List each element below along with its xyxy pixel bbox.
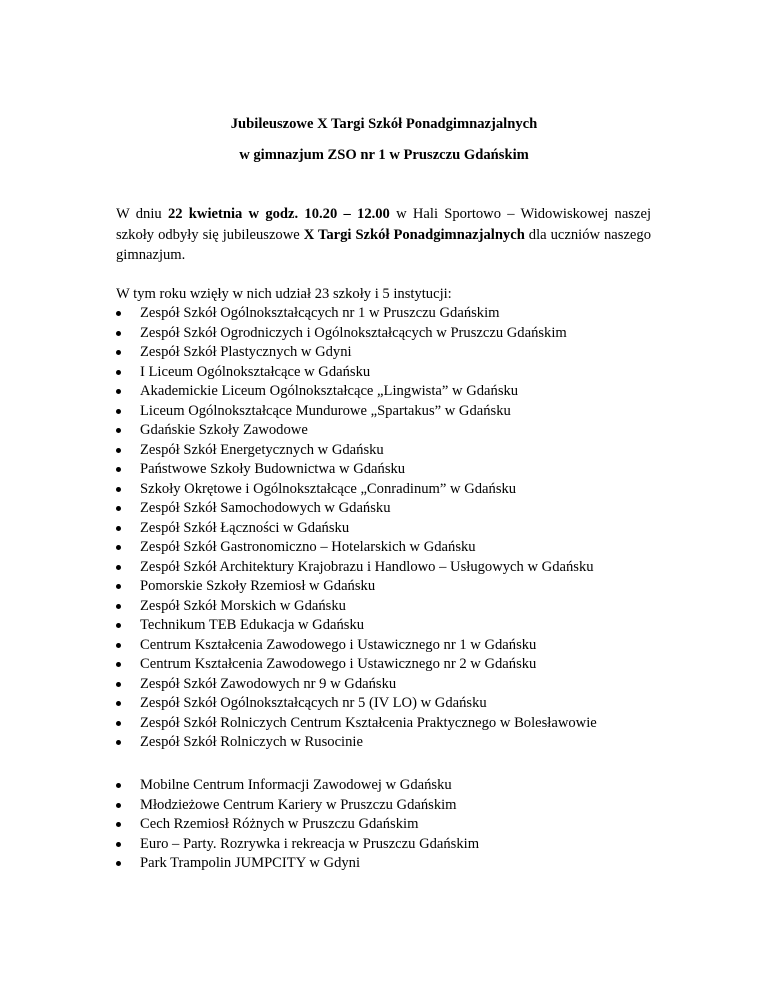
school-list-item-label: Zespół Szkół Rolniczych Centrum Kształcenia Praktycznego w Bolesławowie [140, 714, 597, 731]
school-list-item-label: Szkoły Okrętowe i Ogólnokształcące „Conradinum” w Gdańsku [140, 480, 517, 497]
bullet-icon [116, 701, 121, 706]
school-list-item-label: Zespół Szkół Gastronomiczno – Hotelarskich w Gdańsku [140, 539, 476, 555]
school-list-item-label: Państwowe Szkoły Budownictwa w Gdańsku [140, 461, 406, 477]
school-list-item-label: Zespół Szkół Morskich w Gdańsku [140, 597, 346, 614]
school-list-item-label: Gdańskie Szkoły Zawodowe [140, 422, 308, 438]
school-list-item-label: Akademickie Liceum Ogólnokształcące „Lingwista” w Gdańsku [140, 383, 519, 399]
school-list-item [0, 460, 700, 480]
intro-date-bold: 22 kwietnia w godz. 10.20 – 12.00 [167, 206, 390, 222]
school-list-item [0, 577, 700, 597]
bullet-icon [116, 545, 121, 550]
school-list-item [0, 694, 700, 714]
school-list-item [0, 616, 700, 636]
school-list-item-label: Zespół Szkół Plastycznych w Gdyni [140, 344, 352, 360]
institution-list-item [0, 796, 700, 816]
school-list-item [0, 675, 700, 695]
school-list-item [0, 499, 700, 519]
bullet-icon [116, 487, 121, 492]
institution-list-item [0, 854, 700, 874]
institution-list-item-label: Mobilne Centrum Informacji Zawodowej w Gdańsku [140, 777, 452, 793]
school-list-item-label: Zespół Szkół Ogrodniczych i Ogólnokształcących w Pruszczu Gdańskim [140, 324, 567, 341]
school-list-item-label: Zespół Szkół Łączności w Gdańsku [140, 519, 350, 536]
school-list-item-label: I Liceum Ogólnokształcące w Gdańsku [140, 363, 371, 380]
document-title: Jubileuszowe X Targi Szkół Ponadgimnazjalnych [230, 116, 538, 132]
bullet-icon [116, 584, 121, 589]
school-list-item-label: Zespół Szkół Energetycznych w Gdańsku [140, 441, 384, 458]
bullet-icon [116, 311, 121, 316]
bullet-icon [116, 861, 121, 866]
school-list-item [0, 714, 700, 734]
bullet-icon [116, 409, 121, 414]
school-list-item-label: Centrum Kształcenia Zawodowego i Ustawicznego nr 2 w Gdańsku [140, 656, 537, 672]
bullet-icon [116, 350, 121, 355]
intro-event-bold: X Targi Szkół Ponadgimnazjalnych [303, 226, 525, 243]
school-list-item [0, 324, 700, 344]
intro-paragraph [116, 204, 651, 266]
school-list-item [0, 441, 700, 461]
institution-list-item [0, 776, 700, 796]
bullet-icon [116, 682, 121, 687]
school-list-item-label: Zespół Szkół Zawodowych nr 9 w Gdańsku [140, 675, 397, 692]
bullet-icon [116, 842, 121, 847]
bullet-icon [116, 740, 121, 745]
intro-text: w Hali Sportowo – Widowiskowej naszej szkoły odbyły się jubileuszowe [116, 206, 652, 243]
bullet-icon [116, 623, 121, 628]
school-list-item [0, 343, 700, 363]
school-list-item [0, 480, 700, 500]
school-list-item-label: Liceum Ogólnokształcące Mundurowe „Spartakus” w Gdańsku [140, 402, 511, 419]
school-list-item [0, 519, 700, 539]
school-list-item [0, 538, 700, 558]
bullet-icon [116, 643, 121, 648]
school-list-item [0, 733, 700, 753]
bullet-icon [116, 822, 121, 827]
school-list-item-label: Centrum Kształcenia Zawodowego i Ustawicznego nr 1 w Gdańsku [140, 636, 537, 653]
intro-text: W dniu [116, 206, 168, 222]
school-list-item-label: Pomorskie Szkoły Rzemiosł w Gdańsku [140, 578, 376, 594]
institution-list-item [0, 835, 700, 855]
school-list-item [0, 363, 700, 383]
bullet-icon [116, 448, 121, 453]
bullet-icon [116, 506, 121, 511]
bullet-icon [116, 370, 121, 375]
bullet-icon [116, 331, 121, 336]
institution-list-item-label: Euro – Party. Rozrywka i rekreacja w Pruszczu Gdańskim [140, 835, 480, 852]
bullet-icon [116, 783, 121, 788]
institution-list-item-label: Młodzieżowe Centrum Kariery w Pruszczu Gdańskim [140, 796, 457, 813]
school-list-item [0, 421, 700, 441]
institution-list-item-label: Park Trampolin JUMPCITY w Gdyni [140, 855, 361, 871]
bullet-icon [116, 467, 121, 472]
school-list-item-label: Zespół Szkół Rolniczych w Rusocinie [140, 734, 363, 750]
school-list-item-label: Zespół Szkół Architektury Krajobrazu i Handlowo – Usługowych w Gdańsku [140, 558, 594, 575]
school-list-item [0, 558, 700, 578]
intro-text: dla uczniów naszego gimnazjum. [116, 226, 651, 264]
bullet-icon [116, 604, 121, 609]
document-subtitle: w gimnazjum ZSO nr 1 w Pruszczu Gdańskim [239, 147, 529, 163]
institution-list-item [0, 815, 700, 835]
school-list-item-label: Zespół Szkół Ogólnokształcących nr 5 (IV LO) w Gdańsku [140, 695, 487, 711]
institutions-list [0, 776, 700, 874]
school-list-item [0, 636, 700, 656]
bullet-icon [116, 803, 121, 808]
institution-list-item-label: Cech Rzemiosł Różnych w Pruszczu Gdańskim [140, 816, 419, 832]
school-list-item [0, 597, 700, 617]
school-list-item-label: Technikum TEB Edukacja w Gdańsku [140, 617, 365, 633]
school-list-item-label: Zespół Szkół Samochodowych w Gdańsku [140, 500, 391, 516]
bullet-icon [116, 662, 121, 667]
school-list-item [0, 304, 700, 324]
bullet-icon [116, 526, 121, 531]
schools-list [0, 304, 700, 753]
bullet-icon [116, 389, 121, 394]
lead-sentence: W tym roku wzięły w nich udział 23 szkoły i 5 instytucji: [116, 286, 452, 302]
school-list-item [0, 382, 700, 402]
bullet-icon [116, 721, 121, 726]
bullet-icon [116, 565, 121, 570]
school-list-item [0, 655, 700, 675]
school-list-item [0, 402, 700, 422]
school-list-item-label: Zespół Szkół Ogólnokształcących nr 1 w Pruszczu Gdańskim [140, 305, 500, 321]
bullet-icon [116, 428, 121, 433]
